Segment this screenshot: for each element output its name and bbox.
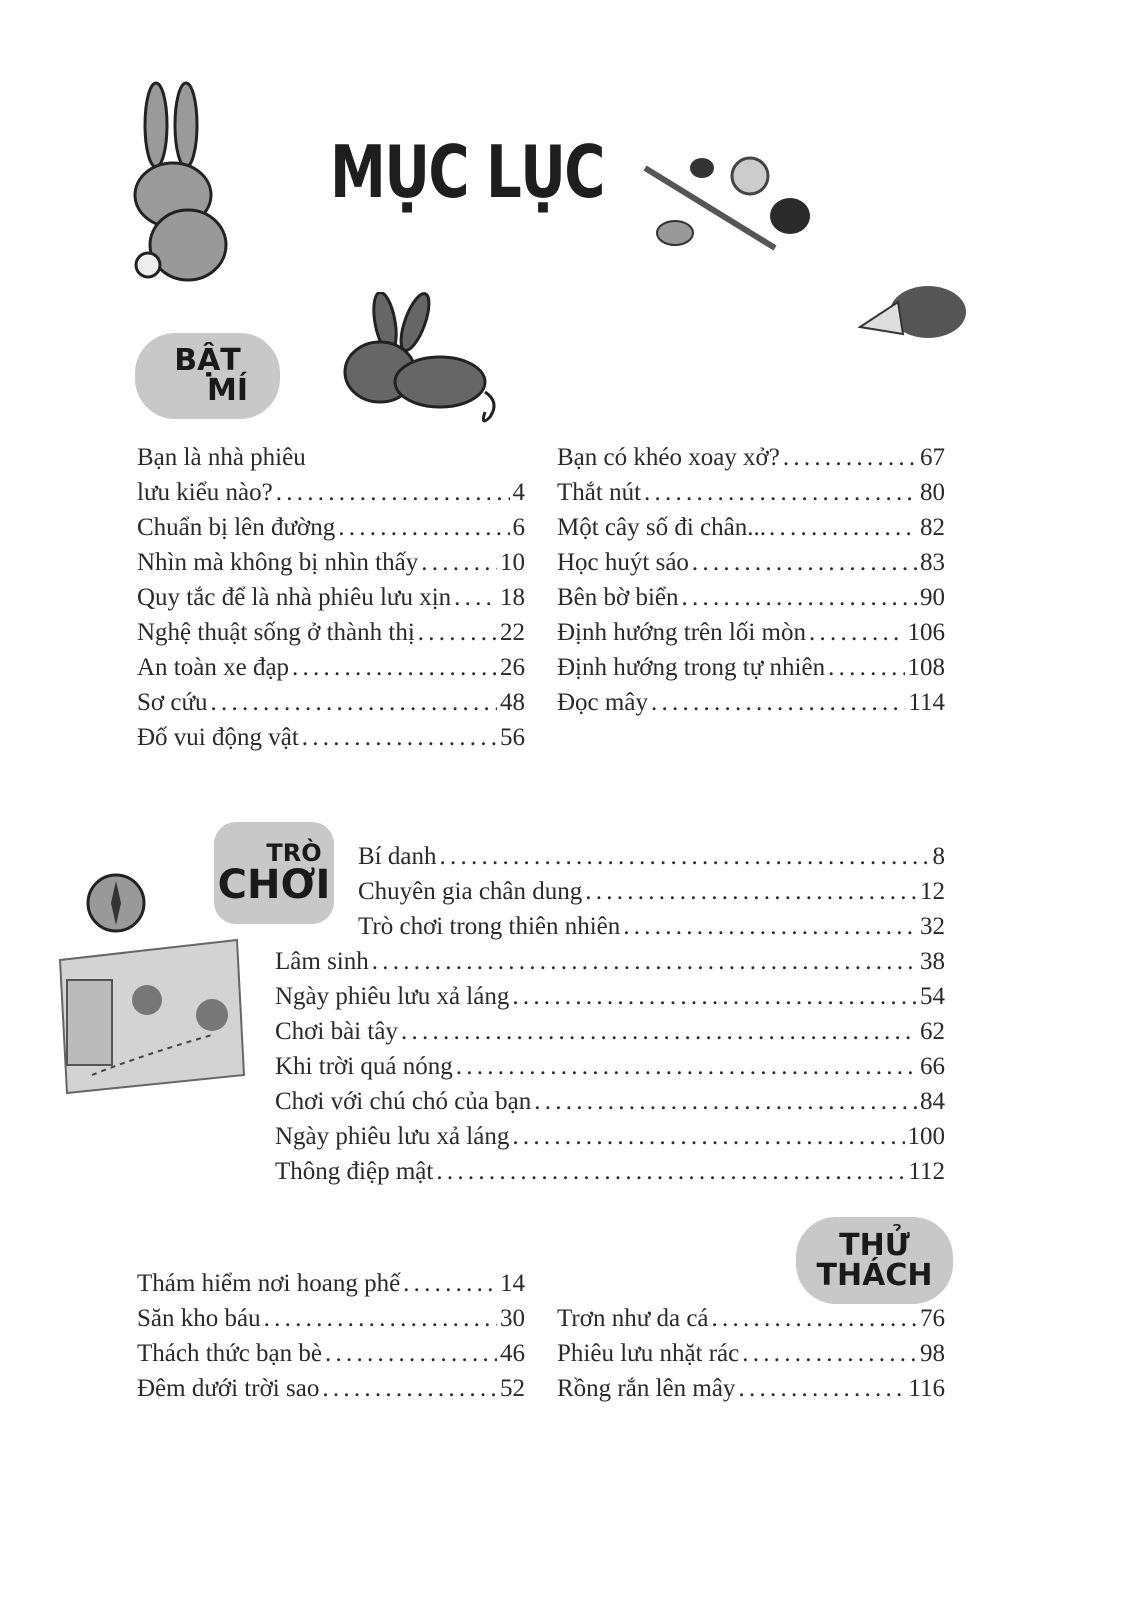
toc-entry-page: 4 [512, 479, 525, 506]
toc-entry-page: 6 [512, 514, 525, 541]
thu-thach-right-list [557, 1301, 945, 1406]
toc-entry[interactable] [137, 545, 525, 580]
toc-entry-title: Khi trời quá nóng [275, 1053, 453, 1080]
toc-entry[interactable] [557, 440, 945, 475]
dot-leader [401, 1014, 917, 1049]
toc-entry[interactable] [557, 685, 945, 720]
toc-entry-page: 10 [500, 549, 525, 576]
toc-entry-page: 106 [907, 619, 945, 646]
badge-text: THỬ [839, 1227, 910, 1263]
toc-entry[interactable] [137, 650, 525, 685]
tro-choi-badge [214, 822, 334, 924]
toc-entry-title: Bạn có khéo xoay xở? [557, 444, 780, 471]
dot-leader [512, 1119, 904, 1154]
dot-leader [783, 440, 917, 475]
toc-entry[interactable] [275, 1084, 945, 1119]
toc-entry-page: 30 [500, 1305, 525, 1332]
dot-leader [403, 1266, 497, 1301]
toc-entry-title: Nghệ thuật sống ở thành thị [137, 619, 415, 646]
dot-leader [682, 580, 917, 615]
toc-entry-title: Chơi với chú chó của bạn [275, 1088, 532, 1115]
badge-text: THÁCH [816, 1257, 933, 1293]
toc-entry[interactable] [137, 1266, 525, 1301]
toc-entry[interactable] [557, 650, 945, 685]
toc-entry-title: Trò chơi trong thiên nhiên [358, 913, 621, 940]
toc-entry-title: Nhìn mà không bị nhìn thấy [137, 549, 419, 576]
toc-entry[interactable] [557, 545, 945, 580]
toc-entry-page: 98 [920, 1340, 945, 1367]
toc-entry-page: 62 [920, 1018, 945, 1045]
toc-entry-title: Định hướng trong tự nhiên [557, 654, 826, 681]
toc-entry[interactable] [557, 475, 945, 510]
dot-leader [644, 475, 917, 510]
page-title: MỤC LỤC [330, 130, 604, 214]
toc-entry-page: 32 [920, 913, 945, 940]
toc-entry-title: Đêm dưới trời sao [137, 1375, 320, 1402]
toc-entry-title: Thông điệp mật [275, 1158, 434, 1185]
hedgehog-illustration [858, 282, 968, 342]
dot-leader [769, 510, 917, 545]
toc-entry-title: Chuẩn bị lên đường [137, 514, 336, 541]
toc-entry[interactable] [137, 580, 525, 615]
toc-entry-page: 52 [500, 1375, 525, 1402]
dot-leader [692, 545, 917, 580]
toc-entry-title: An toàn xe đạp [137, 654, 290, 681]
dot-leader [322, 1371, 497, 1406]
toc-entry-title: Thám hiểm nơi hoang phế [137, 1270, 401, 1297]
dot-leader [436, 1154, 905, 1189]
toc-entry[interactable] [557, 510, 945, 545]
toc-entry-page: 12 [920, 878, 945, 905]
toc-entry-page: 100 [907, 1123, 945, 1150]
toc-entry[interactable] [557, 580, 945, 615]
toc-entry-title: Bạn là nhà phiêu [137, 444, 306, 471]
dot-leader [534, 1084, 917, 1119]
dot-leader [421, 545, 497, 580]
toc-entry-title: Ngày phiêu lưu xả láng [275, 1123, 510, 1150]
dot-leader [211, 685, 497, 720]
toc-entry-page: 8 [932, 843, 945, 870]
toc-entry-title: Trơn như da cá [557, 1305, 709, 1332]
toc-entry-title: Lâm sinh [275, 948, 369, 975]
dot-leader [372, 944, 917, 979]
dot-leader [809, 615, 905, 650]
toc-entry-page: 54 [920, 983, 945, 1010]
toc-entry-page: 90 [920, 584, 945, 611]
dot-leader [512, 979, 917, 1014]
toc-entry-page: 84 [920, 1088, 945, 1115]
toc-entry[interactable] [557, 1371, 945, 1406]
toc-entry-title: Bí danh [358, 843, 437, 870]
toc-entry[interactable] [557, 1336, 945, 1371]
toc-entry-page: 14 [500, 1270, 525, 1297]
dot-leader [585, 874, 917, 909]
dot-leader [742, 1336, 917, 1371]
toc-entry-page: 48 [500, 689, 525, 716]
bat-mi-badge [135, 333, 280, 419]
toc-entry-page: 66 [920, 1053, 945, 1080]
toc-entry[interactable] [137, 1336, 525, 1371]
dot-leader [651, 685, 905, 720]
toc-entry-title: Quy tắc để là nhà phiêu lưu xịn [137, 584, 452, 611]
tro-choi-bottom-list [275, 944, 945, 1189]
badge-text: BẬT [174, 343, 241, 378]
bat-mi-right-list [557, 440, 945, 720]
toc-entry[interactable] [275, 1049, 945, 1084]
toc-entry-page: 112 [908, 1158, 945, 1185]
dot-leader [325, 1336, 497, 1371]
toc-entry-title: Phiêu lưu nhặt rác [557, 1340, 740, 1367]
dot-leader [302, 720, 497, 755]
toc-entry[interactable] [275, 1014, 945, 1049]
dot-leader [338, 510, 509, 545]
twig-acorn-snail-illustration [640, 148, 815, 258]
toc-entry-page: 26 [500, 654, 525, 681]
toc-entry[interactable] [358, 839, 945, 874]
toc-entry-page: 22 [500, 619, 525, 646]
toc-entry-title: Săn kho báu [137, 1305, 261, 1332]
compass-illustration [85, 866, 147, 934]
toc-entry-title: Bên bờ biển [557, 584, 679, 611]
toc-entry-page: 67 [920, 444, 945, 471]
thu-thach-left-list [137, 1266, 525, 1406]
dot-leader [439, 839, 929, 874]
toc-entry-page: 83 [920, 549, 945, 576]
toc-entry-page: 38 [920, 948, 945, 975]
thu-thach-badge [796, 1217, 953, 1304]
toc-entry-page: 80 [920, 479, 945, 506]
dot-leader [623, 909, 917, 944]
toc-entry-page: 56 [500, 724, 525, 751]
toc-entry-page: 114 [908, 689, 945, 716]
toc-entry-title: Chuyên gia chân dung [358, 878, 583, 905]
toc-entry[interactable] [358, 874, 945, 909]
toc-entry[interactable] [557, 1301, 945, 1336]
toc-entry[interactable] [275, 1119, 945, 1154]
toc-entry[interactable] [557, 615, 945, 650]
dot-leader [712, 1301, 917, 1336]
toc-entry-page: 108 [907, 654, 945, 681]
toc-entry[interactable] [137, 720, 525, 755]
toc-entry-title: Đố vui động vật [137, 724, 299, 751]
toc-entry-title: Định hướng trên lối mòn [557, 619, 806, 646]
toc-entry-title: Học huýt sáo [557, 549, 689, 576]
toc-entry-title: Ngày phiêu lưu xả láng [275, 983, 510, 1010]
toc-entry-title: Rồng rắn lên mây [557, 1375, 736, 1402]
dot-leader [418, 615, 497, 650]
badge-text: TRÒ [266, 839, 322, 867]
badge-text: MÍ [206, 373, 248, 408]
treasure-map-illustration [52, 935, 247, 1095]
toc-entry[interactable] [137, 685, 525, 720]
toc-entry-page: 18 [500, 584, 525, 611]
toc-entry[interactable] [137, 440, 525, 475]
dot-leader [738, 1371, 905, 1406]
toc-entry-page: 82 [920, 514, 945, 541]
toc-entry-title: Thắt nút [557, 479, 642, 506]
toc-entry-title: Thách thức bạn bè [137, 1340, 322, 1367]
toc-entry-page: 46 [500, 1340, 525, 1367]
toc-entry-title: Đọc mây [557, 689, 648, 716]
toc-entry[interactable] [275, 944, 945, 979]
badge-text: CHƠI [217, 862, 331, 908]
dot-leader [276, 475, 510, 510]
toc-entry-title: Một cây số đi chân... [557, 514, 766, 541]
toc-entry-title: Sơ cứu [137, 689, 208, 716]
toc-entry-title: Chơi bài tây [275, 1018, 398, 1045]
toc-entry[interactable] [137, 510, 525, 545]
tro-choi-top-list [358, 839, 945, 944]
toc-entry[interactable] [275, 979, 945, 1014]
rabbit-sitting-illustration [128, 80, 253, 285]
toc-entry[interactable] [137, 1371, 525, 1406]
toc-entry[interactable] [275, 1154, 945, 1189]
toc-entry-page: 76 [920, 1305, 945, 1332]
dot-leader [264, 1301, 497, 1336]
dot-leader [292, 650, 497, 685]
toc-entry[interactable] [358, 909, 945, 944]
toc-entry[interactable] [137, 1301, 525, 1336]
rabbit-running-illustration [330, 292, 520, 432]
dot-leader [828, 650, 904, 685]
dot-leader [454, 580, 497, 615]
toc-entry[interactable] [137, 475, 525, 510]
toc-entry-page: 116 [908, 1375, 945, 1402]
toc-entry-title: lưu kiểu nào? [137, 479, 273, 506]
bat-mi-left-list [137, 440, 525, 755]
toc-entry[interactable] [137, 615, 525, 650]
dot-leader [456, 1049, 917, 1084]
